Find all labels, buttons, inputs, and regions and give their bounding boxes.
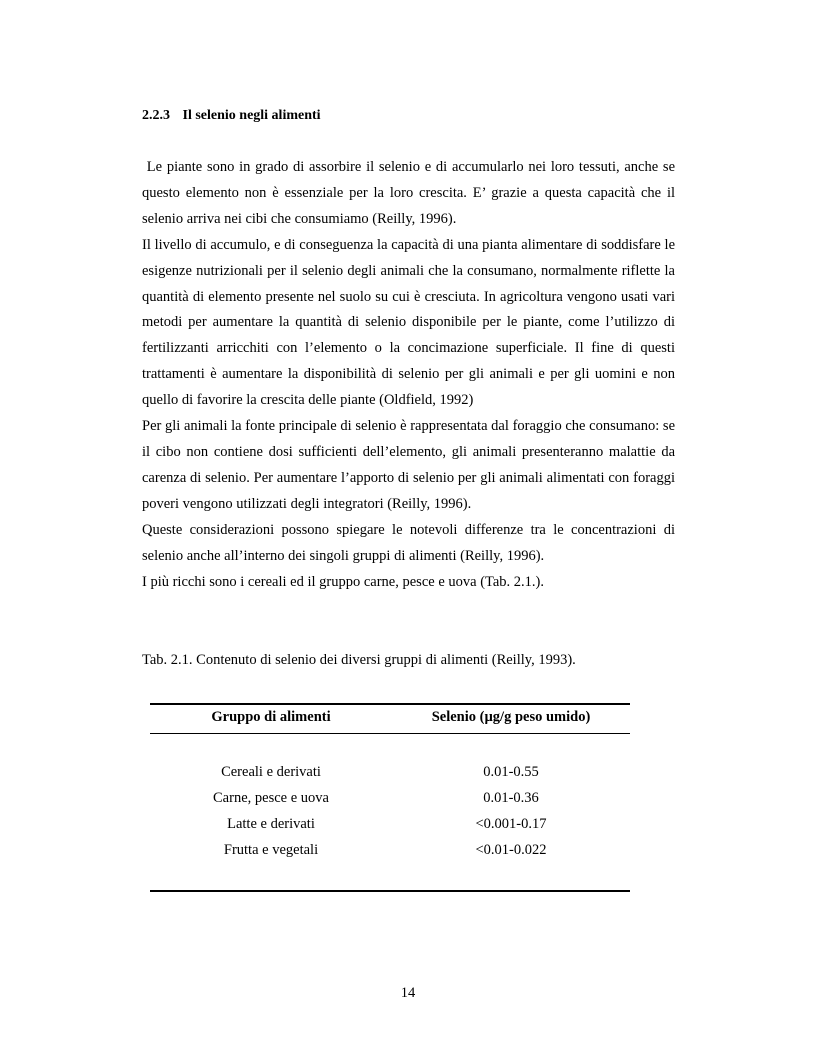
page-number: 14	[400, 985, 416, 1001]
table-body	[150, 759, 630, 863]
paragraph: Il livello di accumulo, e di conseguenza la capacità di una pianta alimentare di soddisfare le esigenze nutrizionali per il selenio degli animali che la consumano, normalmente riflette la quantità di elemento presente nel suolo su cui è cresciuta. In agricoltura vengono usati vari metodi per aumentare la quantità di selenio disponibile per le piante, come l’utilizzo di fertilizzanti arricchiti con l’elemento o la concimazione superficiale. Il fine di questi trattamenti è aumentare la disponibilità di selenio per gli animali e per gli uomini e non quello di favorire la crescita delle piante (Oldfield, 1992)	[142, 236, 675, 409]
table-cell-food-group: Cereali e derivati	[221, 764, 321, 780]
table-cell-selenium: 0.01-0.36	[483, 790, 539, 806]
section-title: Il selenio negli alimenti	[182, 108, 321, 123]
table-row	[150, 785, 630, 811]
table-cell-selenium: <0.01-0.022	[475, 842, 547, 858]
table-cell-selenium: 0.01-0.55	[483, 764, 539, 780]
paragraph: I più ricchi sono i cereali ed il gruppo carne, pesce e uova (Tab. 2.1.).	[142, 573, 545, 590]
table-row	[150, 759, 630, 785]
table-header-selenium: Selenio (µg/g peso umido)	[431, 709, 591, 725]
paragraph: Le piante sono in grado di assorbire il selenio e di accumularlo nei loro tessuti, anche se questo elemento non è essenziale per la loro crescita. E’ grazie a questa capacità che il selenio arriva nei cibi che consumiamo (Reilly, 1996).	[142, 159, 679, 227]
paragraph: Queste considerazioni possono spiegare le notevoli differenze tra le concentrazioni di selenio anche all’interno dei singoli gruppi di alimenti (Reilly, 1996).	[142, 521, 675, 564]
paragraph: Per gli animali la fonte principale di selenio è rappresentata dal foraggio che consumano: se il cibo non contiene dosi sufficienti dell’elemento, gli animali presenteranno malattie da carenza di selenio. Per aumentare l’apporto di selenio per gli animali alimentati con foraggi poveri vengono utilizzati degli integratori (Reilly, 1996).	[142, 418, 675, 512]
table-header-food-group: Gruppo di alimenti	[211, 709, 331, 725]
section-number: 2.2.3	[142, 108, 170, 123]
section-heading	[142, 108, 321, 124]
table-bottom-rule	[150, 890, 630, 892]
table-caption: Tab. 2.1. Contenuto di selenio dei diversi gruppi di alimenti (Reilly, 1993).	[142, 652, 576, 668]
table-row	[150, 837, 630, 863]
body-text	[142, 155, 679, 595]
table-row	[150, 811, 630, 837]
table-cell-selenium: <0.001-0.17	[475, 816, 547, 832]
table-cell-food-group: Latte e derivati	[227, 816, 315, 832]
table-header-rule	[150, 733, 630, 734]
table-cell-food-group: Frutta e vegetali	[223, 842, 319, 858]
table-top-rule	[150, 703, 630, 705]
table-cell-food-group: Carne, pesce e uova	[213, 790, 329, 806]
